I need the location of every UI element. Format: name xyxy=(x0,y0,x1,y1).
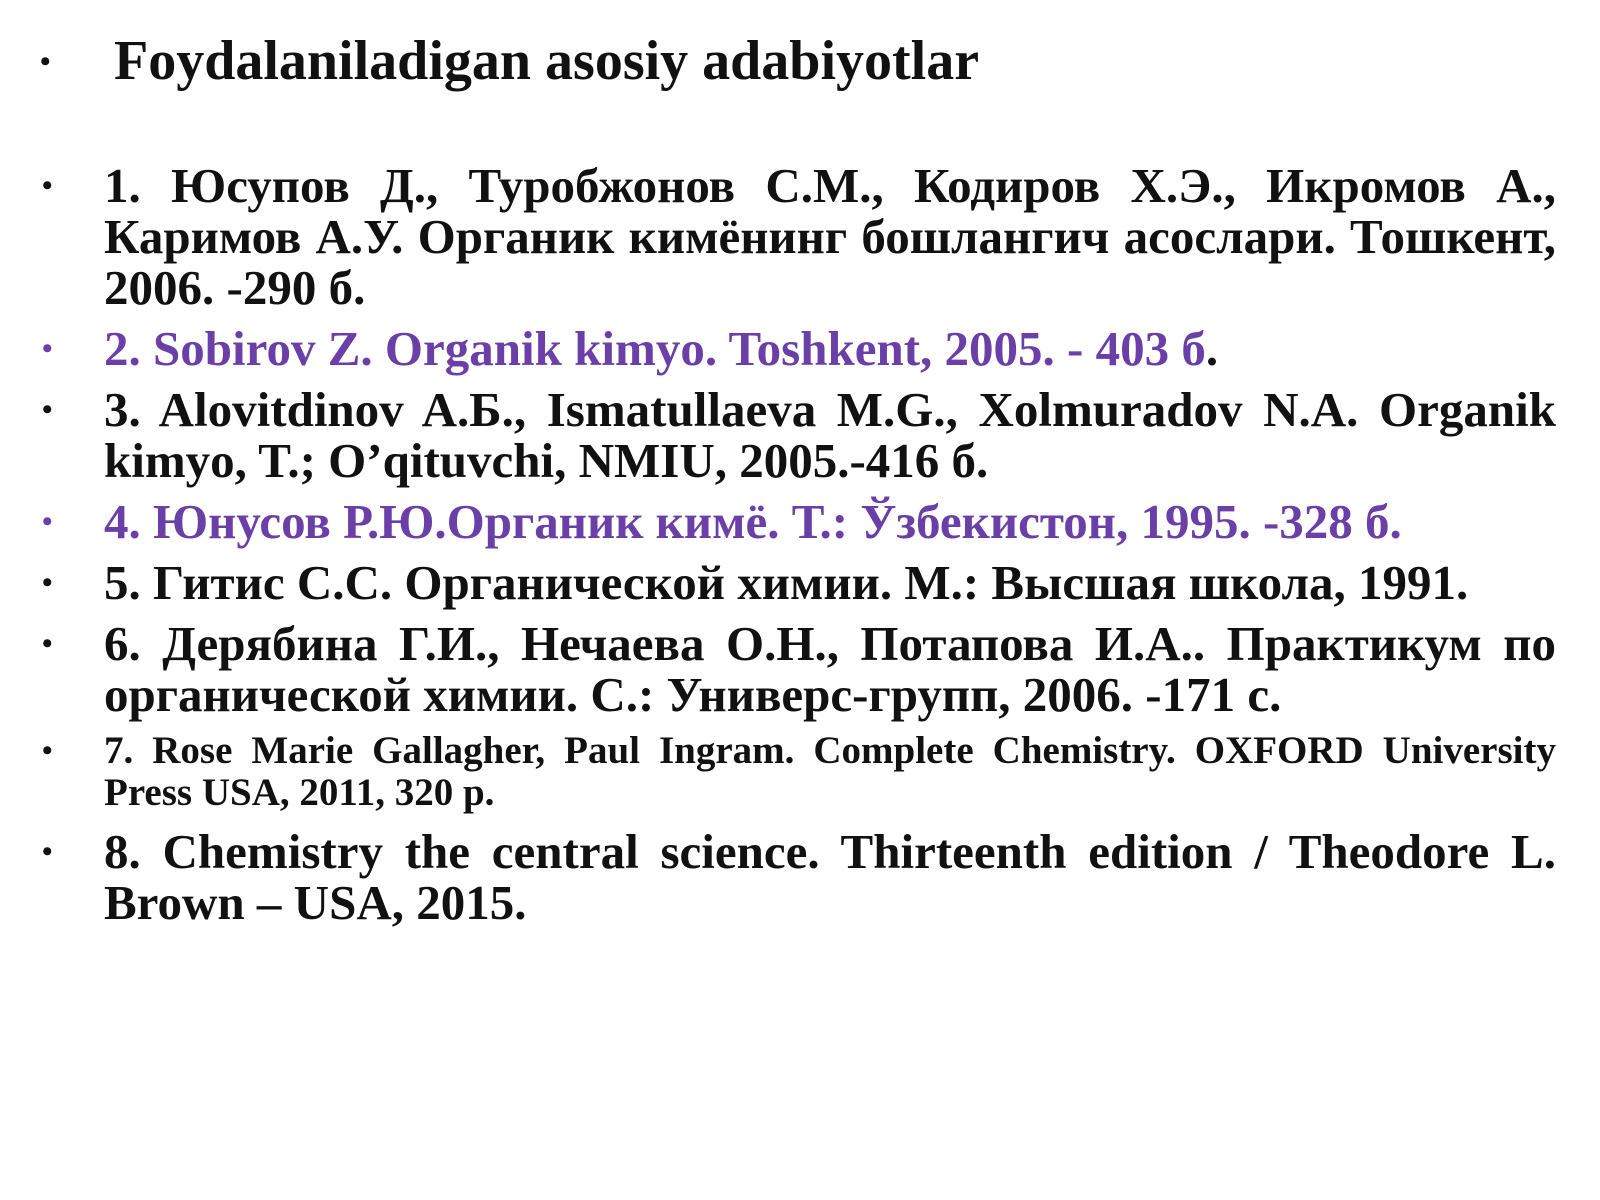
bullet-icon: • xyxy=(42,332,53,365)
reference-item-4 xyxy=(40,496,1556,547)
reference-text: 8. Chemistry the central science. Thirteenth edition / Theodore L. Brown – USA, 2015. xyxy=(104,824,1556,930)
reference-text: 5. Гитис С.С. Органической химии. М.: Высшая школа, 1991. xyxy=(104,555,1469,610)
bullet-icon: • xyxy=(42,627,53,660)
reference-item-8 xyxy=(40,826,1556,928)
bullet-icon: • xyxy=(40,45,51,78)
bullet-icon: • xyxy=(42,566,53,599)
reference-text: 2. Sobirov Z. Organik kimyo. Toshkent, 2005. - 403 б xyxy=(104,321,1206,376)
heading-row xyxy=(40,28,1540,98)
reference-item-5 xyxy=(40,557,1556,608)
reference-item-7 xyxy=(40,730,1556,814)
reference-trail: . xyxy=(1205,321,1219,376)
reference-item-3 xyxy=(40,384,1556,486)
slide-title: Foydalaniladigan asosiy adabiyotlar xyxy=(114,30,980,92)
reference-text: 7. Rose Marie Gallagher, Paul Ingram. Complete Chemistry. OXFORD University Press USA, 2011, 320 p. xyxy=(104,729,1556,814)
bullet-icon: • xyxy=(42,505,53,538)
reference-item-2 xyxy=(40,323,1556,374)
reference-text: 4. Юнусов Р.Ю.Органик кимё. Т.: Ўзбекистон, 1995. -328 б. xyxy=(104,494,1402,549)
reference-item-1 xyxy=(40,160,1556,313)
bullet-icon: • xyxy=(42,169,53,202)
bullet-icon: • xyxy=(42,393,53,426)
reference-item-6 xyxy=(40,618,1556,720)
reference-list xyxy=(40,160,1556,938)
reference-text: 6. Дерябина Г.И., Нечаева О.Н., Потапова И.А.. Практикум по органической химии. С.: Универс-групп, 2006. -171 с. xyxy=(104,616,1556,722)
bullet-icon: • xyxy=(42,734,53,767)
bullet-icon: • xyxy=(42,835,53,868)
reference-text: 3. Alovitdinov A.Б., Ismatullaeva M.G., Xolmuradov N.A. Organik kimyo, T.; O’qituvchi, NMIU, 2005.-416 б. xyxy=(104,382,1556,488)
reference-text: 1. Юсупов Д., Туробжонов С.М., Кодиров Х.Э., Икромов А., Каримов А.У. Органик кимёнинг бошлангич асослари. Тошкент, 2006. -290 б. xyxy=(104,158,1556,315)
